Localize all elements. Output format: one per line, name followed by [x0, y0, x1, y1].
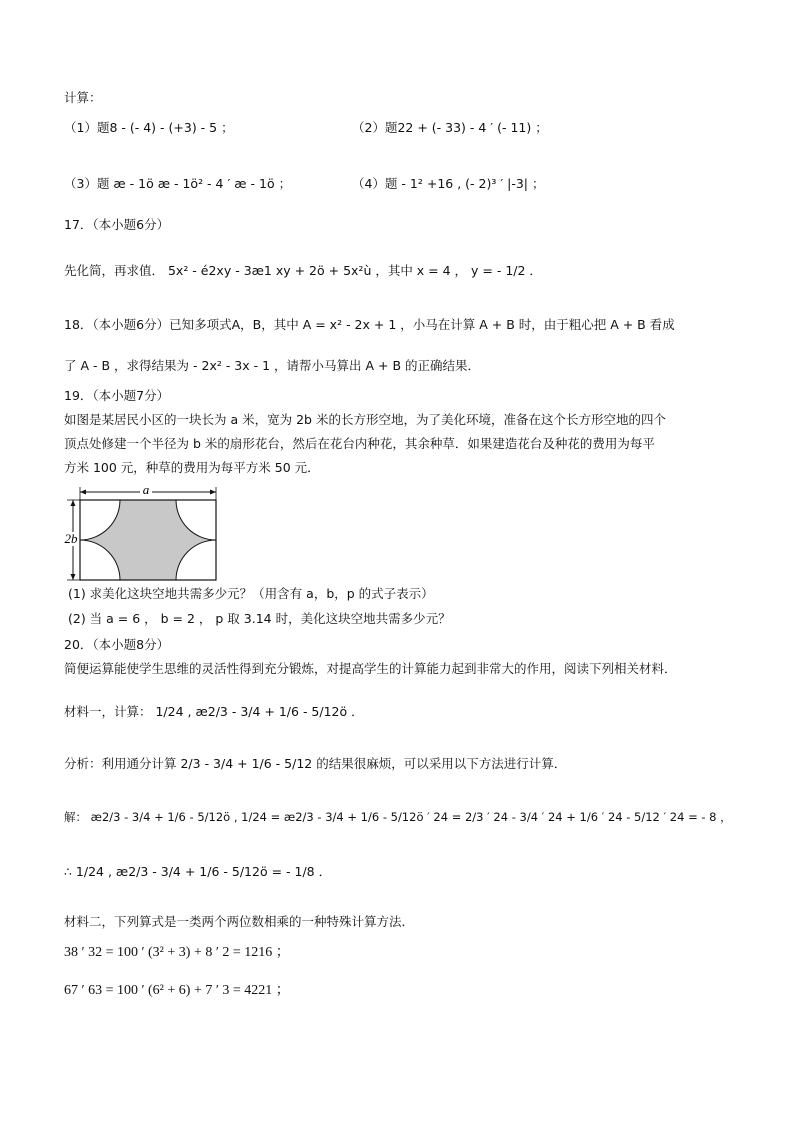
problem-2: （2）题22 + (- 33) - 4 ′ (- 11) ； [352, 120, 548, 135]
q17-heading: 17．（本小题6分） [64, 217, 170, 232]
q19-line-1: 如图是某居民小区的一块长为 a 米，宽为 2b 米的长方形空地，为了美化环境，准备在这个长方形空地的四个 [64, 412, 666, 427]
analysis-text: 分析：利用通分计算 2/3 - 3/4 + 1/6 - 5/12 的结果很麻烦，可以采用以下方法进行计算． [64, 756, 567, 771]
problem-1: （1）题8 - (- 4) - (+3) - 5 ； [64, 120, 234, 135]
q17-body: 先化简，再求值． 5x² - é2xy - 3æ1 xy + 2ö + 5x²ù ，其中 x = 4 ， y = - 1/2 ． [64, 263, 542, 278]
example-1: 38 ′ 32 = 100 ′ (3² + 3) + 8 ′ 2 = 1216 ； [64, 945, 290, 960]
figure-label-2b: 2b [64, 531, 78, 546]
figure-label-a: a [142, 486, 150, 497]
solution-line-1: 解： æ2/3 - 3/4 + 1/6 - 5/12ö , 1/24 = æ2/3 - 3/4 + 1/6 - 5/12ö ′ 24 = 2/3 ′ 24 - 3/4 ′ 24 + 1/6 ′ 24 - 5/12 ′ 24 = - 8 ， [64, 810, 732, 824]
problem-3: （3）题 æ - 1ö æ - 1ö² - 4 ′ æ - 1ö ； [64, 176, 292, 191]
q19-line-3: 方米 100 元，种草的费用为每平方米 50 元． [64, 460, 320, 475]
example-2: 67 ′ 63 = 100 ′ (6² + 6) + 7 ′ 3 = 4221 ； [64, 983, 290, 998]
q18-line-1: 18．（本小题6分）已知多项式A，B，其中 A = x² - 2x + 1 ，小马在计算 A + B 时，由于粗心把 A + B 看成 [64, 317, 675, 332]
material-1: 材料一，计算： 1/24 , æ2/3 - 3/4 + 1/6 - 5/12ö ． [64, 704, 364, 719]
intro-text: 计算： [64, 90, 102, 105]
q18-line-2: 了 A - B ，求得结果为 - 2x² - 3x - 1 ，请帮小马算出 A + B 的正确结果． [64, 358, 481, 373]
problem-4: （4）题 - 1² +16 , (- 2)³ ′ |-3| ； [352, 176, 545, 191]
garden-figure [62, 486, 222, 590]
solution-line-2: ∴ 1/24 , æ2/3 - 3/4 + 1/6 - 5/12ö = - 1/8 ． [64, 864, 332, 879]
q19-line-2: 顶点处修建一个半径为 b 米的扇形花台，然后在花台内种花，其余种草．如果建造花台及种花的费用为每平 [64, 436, 655, 451]
q19-sub-1: (1) 求美化这块空地共需多少元？（用含有 a，b，p 的式子表示） [68, 586, 434, 601]
q20-intro: 简便运算能使学生思维的灵活性得到充分锻炼，对提高学生的计算能力起到非常大的作用，阅读下列相关材料． [64, 661, 677, 676]
q19-heading: 19．（本小题7分） [64, 388, 170, 403]
q19-sub-2: (2) 当 a = 6 ， b = 2 ， p 取 3.14 时，美化这块空地共需多少元？ [68, 611, 451, 626]
q20-heading: 20．（本小题8分） [64, 637, 170, 652]
material-2: 材料二，下列算式是一类两个两位数相乘的一种特殊计算方法． [64, 914, 415, 929]
